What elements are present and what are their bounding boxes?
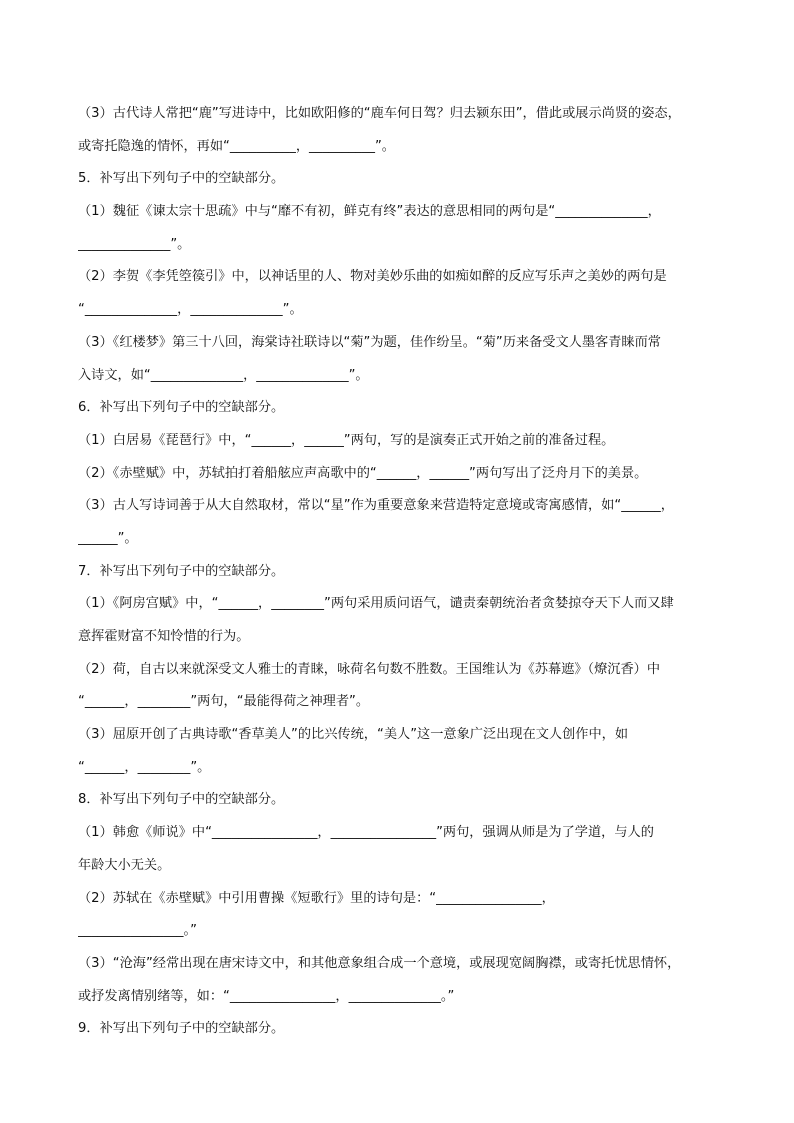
text-line: ______”。 xyxy=(78,530,138,546)
text-line: “______________，______________”。 xyxy=(78,302,303,318)
text-line: 或抒发离情别绪等，如：“________________，______________。” xyxy=(78,988,455,1004)
text-line: （2）李贺《李凭箜篌引》中，以神话里的人、物对美妙乐曲的如痴如醉的反应写乐声之美妙的两句是 xyxy=(78,269,667,285)
text-line: （3）古人写诗词善于从大自然取材，常以“星”作为重要意象来营造特定意境或寄寓感情，如“______， xyxy=(78,498,674,514)
question-heading: 6．补写出下列句子中的空缺部分。 xyxy=(78,400,285,416)
text-line: （3）“沧海”经常出现在唐宋诗文中，和其他意象组合成一个意境，或展现宽阔胸襟，或寄托忧思情怀， xyxy=(78,955,681,971)
question-heading: 9．补写出下列句子中的空缺部分。 xyxy=(78,1021,285,1037)
text-line: （1）魏征《谏太宗十思疏》中与“靡不有初，鲜克有终”表达的意思相同的两句是“______________， xyxy=(78,204,661,220)
text-line: ________________。” xyxy=(78,923,197,939)
text-line: 入诗文，如“______________，______________”。 xyxy=(78,367,369,383)
text-line: （2）苏轼在《赤壁赋》中引用曹操《短歌行》里的诗句是：“________________， xyxy=(78,890,555,906)
text-line: （1）《阿房宫赋》中，“______，________”两句采用质问语气，谴责秦朝统治者贪婪掠夺天下人而又肆 xyxy=(78,596,674,612)
text-line: 年龄大小无关。 xyxy=(78,857,171,873)
question-heading: 5．补写出下列句子中的空缺部分。 xyxy=(78,171,285,187)
text-line: （1）韩愈《师说》中“________________，________________”两句，强调从师是为了学道，与人的 xyxy=(78,825,654,841)
text-line: （2）荷，自古以来就深受文人雅士的青睐，咏荷名句数不胜数。王国维认为《苏幕遮》（燎沉香）中 xyxy=(78,661,661,677)
question-text-block xyxy=(78,98,742,1046)
text-line: 或寄托隐逸的情怀，再如“__________，__________”。 xyxy=(78,138,395,154)
text-line: “______，________”。 xyxy=(78,759,211,775)
text-line: （3）古代诗人常把“鹿”写进诗中，比如欧阳修的“鹿车何日驾？归去颍东田”，借此或展示尚贤的姿态， xyxy=(78,106,681,121)
text-line: （1）白居易《琵琶行》中，“______，______”两句，写的是演奏正式开始之前的准备过程。 xyxy=(78,432,615,448)
text-line: “______，________”两句，“最能得荷之神理者”。 xyxy=(78,694,370,710)
question-heading: 7．补写出下列句子中的空缺部分。 xyxy=(78,563,285,579)
text-line: （3）《红楼梦》第三十八回，海棠诗社联诗以“菊”为题，佳作纷呈。“菊”历来备受文人墨客青睐而常 xyxy=(78,334,661,350)
text-line: （2）《赤壁赋》中，苏轼拍打着船舷应声高歌中的“______，______”两句写出了泛舟月下的美景。 xyxy=(78,465,648,481)
question-heading: 8．补写出下列句子中的空缺部分。 xyxy=(78,792,285,808)
text-line: 意挥霍财富不知怜惜的行为。 xyxy=(78,629,250,644)
text-line: （3）屈原开创了古典诗歌“香草美人”的比兴传统，“美人”这一意象广泛出现在文人创作中，如 xyxy=(78,727,629,743)
text-line: ______________”。 xyxy=(78,236,191,252)
